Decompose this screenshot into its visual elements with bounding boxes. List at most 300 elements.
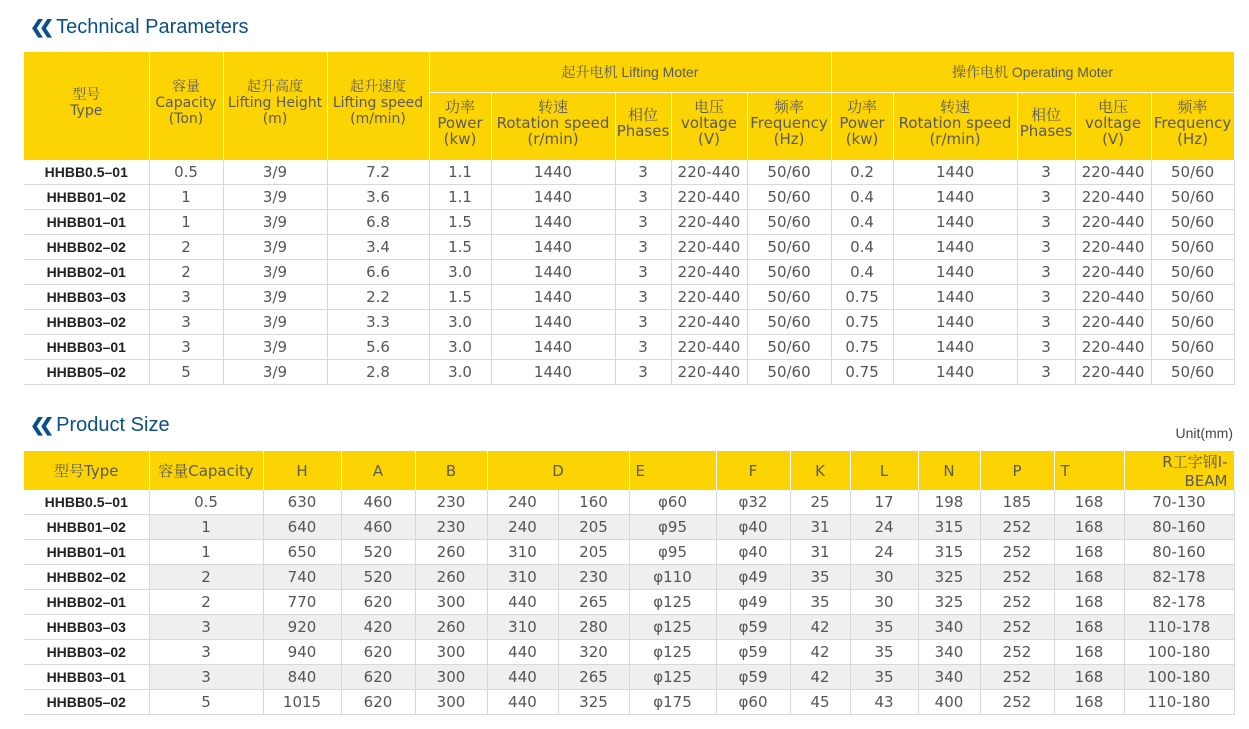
table-cell: φ49 <box>716 565 790 590</box>
table-cell: 620 <box>341 665 415 690</box>
table-cell: 3.4 <box>327 235 429 260</box>
table-cell: φ95 <box>629 540 716 565</box>
table-cell: 252 <box>980 665 1054 690</box>
table-cell: 1440 <box>893 160 1017 185</box>
table-cell: 650 <box>263 540 341 565</box>
table-cell: 2 <box>149 260 223 285</box>
table-cell: 340 <box>918 615 980 640</box>
table-cell: 3.6 <box>327 185 429 210</box>
size-header-e: E <box>629 451 716 490</box>
table-cell: 0.75 <box>831 360 893 385</box>
table-cell: 440 <box>487 640 558 665</box>
table-cell: 168 <box>1054 640 1124 665</box>
model-cell: HHBB03–02 <box>24 310 149 335</box>
table-cell: 3/9 <box>223 235 327 260</box>
table-cell: φ125 <box>629 615 716 640</box>
table-cell: 1440 <box>893 210 1017 235</box>
table-cell: 50/60 <box>1151 260 1234 285</box>
model-cell: HHBB0.5–01 <box>24 490 149 515</box>
table-cell: 460 <box>341 515 415 540</box>
table-cell: 6.8 <box>327 210 429 235</box>
size-header-t: T <box>1054 451 1124 490</box>
section-title-text: Product Size <box>56 414 170 436</box>
technical-parameters-table <box>24 52 1235 385</box>
table-cell: 50/60 <box>747 335 831 360</box>
table-cell: 220-440 <box>1075 260 1151 285</box>
size-header-b: B <box>415 451 487 490</box>
table-row <box>24 565 1234 590</box>
size-header-p: P <box>980 451 1054 490</box>
technical-parameters-body <box>24 160 1234 385</box>
table-cell: 1440 <box>491 335 615 360</box>
table-cell: 252 <box>980 565 1054 590</box>
table-row <box>24 540 1234 565</box>
table-cell: 5 <box>149 360 223 385</box>
table-cell: 220-440 <box>671 235 747 260</box>
size-header-model: 型号Type <box>24 451 149 490</box>
model-cell: HHBB03–02 <box>24 640 149 665</box>
table-cell: 315 <box>918 540 980 565</box>
table-cell: 3 <box>615 335 671 360</box>
table-row <box>24 285 1234 310</box>
header-op-frequency: 频率 Frequency (Hz) <box>1151 93 1234 154</box>
table-cell: 50/60 <box>747 260 831 285</box>
table-row <box>24 185 1234 210</box>
size-header-capacity: 容量Capacity <box>149 451 263 490</box>
header-capacity: 容量 Capacity (Ton) <box>149 52 223 153</box>
table-cell: 260 <box>415 540 487 565</box>
table-cell: 315 <box>918 515 980 540</box>
table-cell: 3/9 <box>223 260 327 285</box>
table-row <box>24 665 1234 690</box>
model-cell: HHBB03–01 <box>24 335 149 360</box>
table-cell: 1440 <box>893 260 1017 285</box>
table-cell: 3.0 <box>429 360 491 385</box>
model-cell: HHBB03–01 <box>24 665 149 690</box>
table-cell: 1.5 <box>429 285 491 310</box>
table-cell: 50/60 <box>747 310 831 335</box>
size-header-n: N <box>918 451 980 490</box>
table-cell: 230 <box>415 490 487 515</box>
table-cell: 50/60 <box>1151 160 1234 185</box>
table-cell: 252 <box>980 640 1054 665</box>
product-size-table <box>24 451 1235 715</box>
table-cell: 3 <box>1017 310 1075 335</box>
table-cell: 220-440 <box>1075 285 1151 310</box>
size-header-d: D <box>487 451 629 490</box>
table-cell: 24 <box>850 515 918 540</box>
model-cell: HHBB02–02 <box>24 565 149 590</box>
table-cell: 1440 <box>893 335 1017 360</box>
table-cell: 265 <box>558 590 629 615</box>
header-lift-power: 功率 Power (kw) <box>429 93 491 154</box>
table-row <box>24 160 1234 185</box>
table-cell: 160 <box>558 490 629 515</box>
header-op-rotation: 转速 Rotation speed (r/min) <box>893 93 1017 154</box>
table-cell: 520 <box>341 565 415 590</box>
table-cell: 24 <box>850 540 918 565</box>
table-cell: 440 <box>487 690 558 715</box>
table-cell: 3 <box>149 615 263 640</box>
table-cell: 420 <box>341 615 415 640</box>
table-cell: 35 <box>850 640 918 665</box>
table-cell: 220-440 <box>1075 210 1151 235</box>
table-cell: φ40 <box>716 540 790 565</box>
header-lifting-speed: 起升速度 Lifting speed (m/min) <box>327 52 429 153</box>
table-cell: 1440 <box>491 310 615 335</box>
table-cell: 220-440 <box>671 260 747 285</box>
header-op-phases: 相位 Phases <box>1017 93 1075 154</box>
table-cell: 168 <box>1054 665 1124 690</box>
table-cell: 620 <box>341 590 415 615</box>
table-cell: 325 <box>558 690 629 715</box>
table-cell: 80-160 <box>1124 515 1234 540</box>
table-cell: 0.4 <box>831 235 893 260</box>
table-cell: 50/60 <box>1151 185 1234 210</box>
size-header-a: A <box>341 451 415 490</box>
table-cell: 2.8 <box>327 360 429 385</box>
table-cell: 2 <box>149 565 263 590</box>
table-cell: 25 <box>790 490 850 515</box>
table-cell: 3.0 <box>429 335 491 360</box>
header-lifting-motor-group: 起升电机 Lifting Moter <box>429 52 831 93</box>
table-cell: 50/60 <box>1151 210 1234 235</box>
table-cell: 5.6 <box>327 335 429 360</box>
table-cell: 168 <box>1054 590 1124 615</box>
size-header-l: L <box>850 451 918 490</box>
table-cell: 1440 <box>491 360 615 385</box>
table-cell: 3.0 <box>429 260 491 285</box>
table-cell: 940 <box>263 640 341 665</box>
table-cell: 220-440 <box>1075 235 1151 260</box>
table-cell: 185 <box>980 490 1054 515</box>
model-cell: HHBB02–01 <box>24 260 149 285</box>
table-cell: 920 <box>263 615 341 640</box>
table-cell: φ175 <box>629 690 716 715</box>
table-cell: 3 <box>615 185 671 210</box>
table-cell: 50/60 <box>1151 285 1234 310</box>
size-header-r-ibeam: R工字钢I-BEAM <box>1124 451 1234 490</box>
table-row <box>24 515 1234 540</box>
table-cell: 0.2 <box>831 160 893 185</box>
table-cell: 1440 <box>491 160 615 185</box>
table-cell: 230 <box>415 515 487 540</box>
table-cell: 3 <box>615 285 671 310</box>
table-cell: 220-440 <box>671 360 747 385</box>
table-cell: 1440 <box>491 260 615 285</box>
header-lift-frequency: 频率 Frequency (Hz) <box>747 93 831 154</box>
table-row <box>24 210 1234 235</box>
table-cell: 70-130 <box>1124 490 1234 515</box>
table-cell: 440 <box>487 665 558 690</box>
table-row <box>24 615 1234 640</box>
header-operating-motor-group: 操作电机 Operating Moter <box>831 52 1234 93</box>
table-cell: 340 <box>918 665 980 690</box>
table-cell: 1440 <box>893 360 1017 385</box>
section-title-text: Technical Parameters <box>56 16 249 38</box>
table-cell: 2.2 <box>327 285 429 310</box>
table-cell: 1.5 <box>429 210 491 235</box>
table-cell: 3 <box>149 285 223 310</box>
table-cell: 198 <box>918 490 980 515</box>
table-cell: 300 <box>415 640 487 665</box>
table-cell: 252 <box>980 515 1054 540</box>
table-cell: 252 <box>980 590 1054 615</box>
table-cell: 0.75 <box>831 285 893 310</box>
table-row <box>24 590 1234 615</box>
table-cell: 50/60 <box>1151 235 1234 260</box>
model-cell: HHBB02–01 <box>24 590 149 615</box>
table-cell: 7.2 <box>327 160 429 185</box>
table-cell: 1440 <box>491 285 615 310</box>
table-cell: 300 <box>415 590 487 615</box>
table-cell: 3 <box>149 640 263 665</box>
table-cell: 2 <box>149 590 263 615</box>
table-cell: 50/60 <box>1151 335 1234 360</box>
table-cell: 1440 <box>491 210 615 235</box>
table-cell: φ59 <box>716 615 790 640</box>
table-cell: 265 <box>558 665 629 690</box>
size-header-k: K <box>790 451 850 490</box>
model-cell: HHBB02–02 <box>24 235 149 260</box>
table-cell: 220-440 <box>1075 185 1151 210</box>
table-cell: 740 <box>263 565 341 590</box>
table-cell: 340 <box>918 640 980 665</box>
table-cell: φ95 <box>629 515 716 540</box>
table-cell: 3 <box>1017 260 1075 285</box>
table-cell: 1.5 <box>429 235 491 260</box>
table-row <box>24 690 1234 715</box>
table-cell: 252 <box>980 690 1054 715</box>
table-cell: 100-180 <box>1124 640 1234 665</box>
table-cell: 3.3 <box>327 310 429 335</box>
table-cell: 3 <box>149 335 223 360</box>
table-cell: 110-180 <box>1124 690 1234 715</box>
table-cell: 3 <box>1017 360 1075 385</box>
table-cell: φ60 <box>716 690 790 715</box>
table-cell: 3 <box>149 665 263 690</box>
table-cell: 100-180 <box>1124 665 1234 690</box>
model-cell: HHBB01–01 <box>24 210 149 235</box>
table-cell: 3 <box>1017 210 1075 235</box>
model-cell: HHBB01–02 <box>24 185 149 210</box>
model-cell: HHBB01–02 <box>24 515 149 540</box>
table-cell: 0.5 <box>149 160 223 185</box>
table-cell: 220-440 <box>1075 160 1151 185</box>
table-cell: 168 <box>1054 565 1124 590</box>
table-cell: 82-178 <box>1124 590 1234 615</box>
table-cell: 0.4 <box>831 185 893 210</box>
table-cell: 168 <box>1054 490 1124 515</box>
product-size-title <box>30 414 170 437</box>
table-cell: 35 <box>850 665 918 690</box>
table-cell: 31 <box>790 515 850 540</box>
double-chevron-left-icon: ❮❮ <box>30 17 49 37</box>
table-cell: 205 <box>558 540 629 565</box>
double-chevron-left-icon: ❮❮ <box>30 415 49 435</box>
table-cell: 3 <box>1017 160 1075 185</box>
header-lift-phases: 相位 Phases <box>615 93 671 154</box>
table-cell: 31 <box>790 540 850 565</box>
table-cell: 1 <box>149 185 223 210</box>
table-cell: 1015 <box>263 690 341 715</box>
header-divider-bar <box>24 153 1234 160</box>
table-cell: 220-440 <box>1075 360 1151 385</box>
table-cell: 50/60 <box>747 160 831 185</box>
table-cell: 630 <box>263 490 341 515</box>
header-model: 型号 Type <box>24 52 149 153</box>
table-cell: φ40 <box>716 515 790 540</box>
header-lifting-height: 起升高度 Lifting Height (m) <box>223 52 327 153</box>
table-cell: 400 <box>918 690 980 715</box>
table-cell: 220-440 <box>671 185 747 210</box>
table-cell: 0.4 <box>831 260 893 285</box>
table-cell: 260 <box>415 565 487 590</box>
table-cell: φ125 <box>629 640 716 665</box>
table-cell: 1440 <box>491 185 615 210</box>
table-cell: φ110 <box>629 565 716 590</box>
table-cell: 30 <box>850 565 918 590</box>
table-cell: 1440 <box>491 235 615 260</box>
table-cell: φ125 <box>629 590 716 615</box>
model-cell: HHBB03–03 <box>24 615 149 640</box>
table-cell: 50/60 <box>747 185 831 210</box>
table-cell: 110-178 <box>1124 615 1234 640</box>
table-cell: φ59 <box>716 665 790 690</box>
table-cell: 252 <box>980 615 1054 640</box>
table-row <box>24 640 1234 665</box>
table-cell: 0.75 <box>831 335 893 360</box>
table-cell: 770 <box>263 590 341 615</box>
table-cell: 0.5 <box>149 490 263 515</box>
header-lift-rotation: 转速 Rotation speed (r/min) <box>491 93 615 154</box>
table-cell: 35 <box>850 615 918 640</box>
model-cell: HHBB03–03 <box>24 285 149 310</box>
table-cell: 43 <box>850 690 918 715</box>
table-cell: 300 <box>415 665 487 690</box>
table-cell: 168 <box>1054 515 1124 540</box>
table-row <box>24 235 1234 260</box>
table-cell: 220-440 <box>671 160 747 185</box>
table-cell: 50/60 <box>747 285 831 310</box>
model-cell: HHBB05–02 <box>24 360 149 385</box>
table-cell: 1440 <box>893 235 1017 260</box>
table-cell: 300 <box>415 690 487 715</box>
table-cell: 3 <box>615 360 671 385</box>
header-lift-voltage: 电压 voltage (V) <box>671 93 747 154</box>
table-cell: 3/9 <box>223 285 327 310</box>
size-header-h: H <box>263 451 341 490</box>
table-cell: 42 <box>790 615 850 640</box>
table-cell: 3/9 <box>223 160 327 185</box>
table-cell: φ59 <box>716 640 790 665</box>
size-header-f: F <box>716 451 790 490</box>
table-cell: 3/9 <box>223 210 327 235</box>
table-cell: 30 <box>850 590 918 615</box>
table-cell: 3/9 <box>223 310 327 335</box>
table-cell: 2 <box>149 235 223 260</box>
table-cell: 3/9 <box>223 335 327 360</box>
table-cell: 520 <box>341 540 415 565</box>
table-cell: 3 <box>615 235 671 260</box>
table-cell: 42 <box>790 640 850 665</box>
table-cell: 310 <box>487 565 558 590</box>
table-cell: 310 <box>487 540 558 565</box>
table-cell: 1440 <box>893 185 1017 210</box>
table-cell: 280 <box>558 615 629 640</box>
table-cell: 440 <box>487 590 558 615</box>
table-cell: 220-440 <box>671 310 747 335</box>
unit-label: Unit(mm) <box>1175 425 1233 441</box>
table-cell: 3 <box>1017 185 1075 210</box>
table-cell: 0.75 <box>831 310 893 335</box>
table-cell: 3 <box>615 160 671 185</box>
table-cell: φ32 <box>716 490 790 515</box>
table-cell: 1 <box>149 515 263 540</box>
table-cell: 50/60 <box>747 235 831 260</box>
table-cell: 35 <box>790 565 850 590</box>
table-cell: 620 <box>341 640 415 665</box>
table-cell: 168 <box>1054 540 1124 565</box>
table-cell: 3 <box>615 310 671 335</box>
table-cell: 620 <box>341 690 415 715</box>
table-cell: 220-440 <box>671 285 747 310</box>
table-cell: 1440 <box>893 310 1017 335</box>
table-cell: 35 <box>790 590 850 615</box>
table-cell: 220-440 <box>1075 310 1151 335</box>
table-cell: 3 <box>1017 335 1075 360</box>
table-cell: 325 <box>918 565 980 590</box>
table-cell: 240 <box>487 515 558 540</box>
table-cell: 0.4 <box>831 210 893 235</box>
table-cell: 50/60 <box>1151 360 1234 385</box>
table-cell: 1.1 <box>429 185 491 210</box>
table-cell: 50/60 <box>1151 310 1234 335</box>
table-cell: 6.6 <box>327 260 429 285</box>
table-cell: 220-440 <box>671 335 747 360</box>
table-cell: 3 <box>1017 235 1075 260</box>
table-cell: 3 <box>1017 285 1075 310</box>
table-cell: φ125 <box>629 665 716 690</box>
table-cell: 640 <box>263 515 341 540</box>
model-cell: HHBB0.5–01 <box>24 160 149 185</box>
table-cell: 220-440 <box>671 210 747 235</box>
table-cell: 1.1 <box>429 160 491 185</box>
table-cell: 42 <box>790 665 850 690</box>
table-cell: 320 <box>558 640 629 665</box>
table-cell: 168 <box>1054 690 1124 715</box>
table-cell: 1 <box>149 210 223 235</box>
table-cell: 310 <box>487 615 558 640</box>
table-cell: 80-160 <box>1124 540 1234 565</box>
table-cell: 168 <box>1054 615 1124 640</box>
technical-parameters-title <box>30 16 248 39</box>
table-row <box>24 335 1234 360</box>
table-cell: 260 <box>415 615 487 640</box>
table-cell: 252 <box>980 540 1054 565</box>
table-cell: 3/9 <box>223 185 327 210</box>
table-cell: 3.0 <box>429 310 491 335</box>
header-op-power: 功率 Power (kw) <box>831 93 893 154</box>
table-cell: 3/9 <box>223 360 327 385</box>
table-cell: 1 <box>149 540 263 565</box>
product-size-body <box>24 490 1234 715</box>
table-cell: φ60 <box>629 490 716 515</box>
table-cell: 17 <box>850 490 918 515</box>
table-cell: 3 <box>615 260 671 285</box>
table-cell: 325 <box>918 590 980 615</box>
table-cell: 45 <box>790 690 850 715</box>
